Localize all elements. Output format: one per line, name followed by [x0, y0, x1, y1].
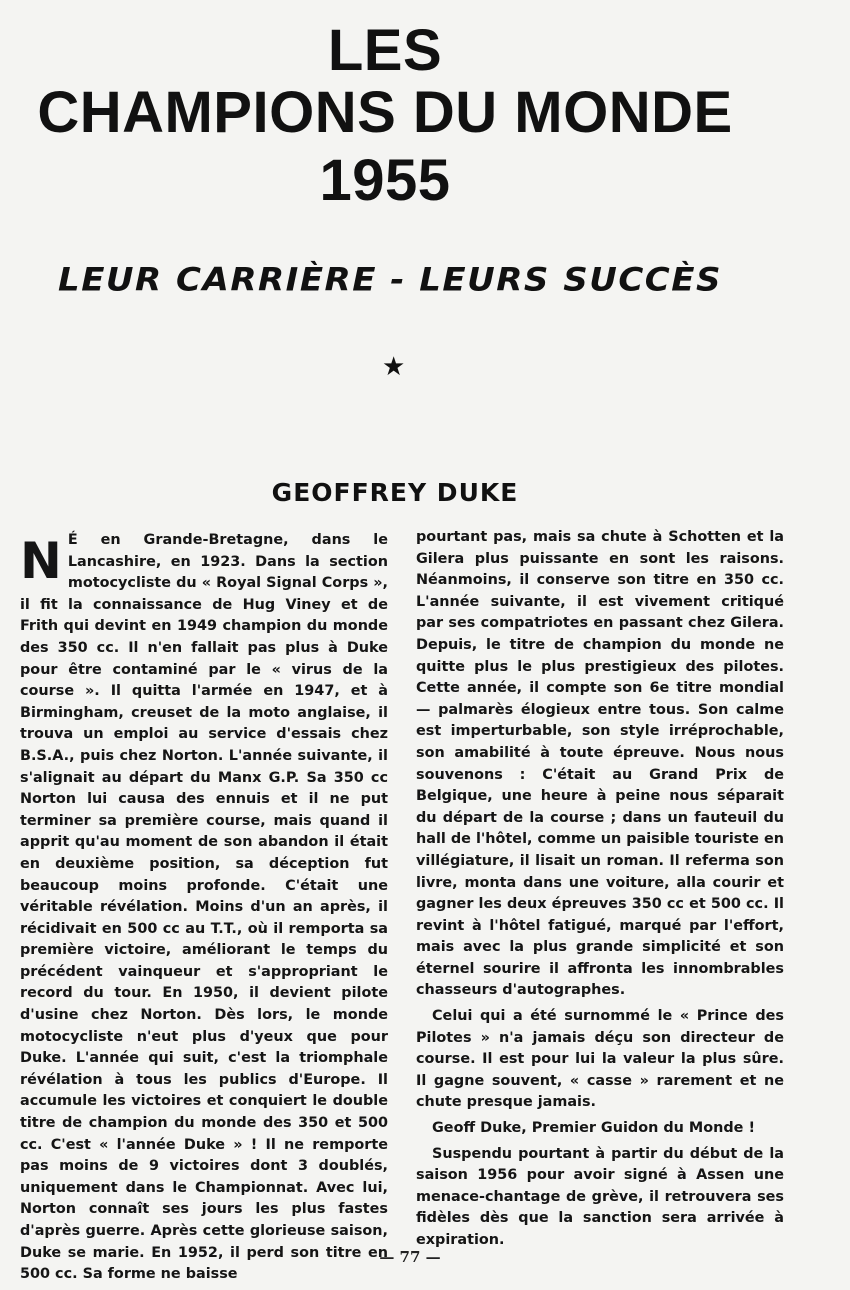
article-left-column — [20, 530, 388, 1290]
article-right-column — [416, 527, 784, 1256]
paragraph: Celui qui a été surnommé le « Prince des Pilotes » n'a jamais déçu son directeur de course. Il est pour lui la valeur la plus sûre. Il gagne souvent, « casse » rarement et ne chute presque jamais. — [416, 1008, 784, 1111]
section-heading: GEOFFREY DUKE — [271, 478, 519, 507]
paragraph: pourtant pas, mais sa chute à Schotten et la Gilera plus puissante en sont les raisons. Néanmoins, il conserve son titre en 350 cc. L'année suivante, il est vivement critiqué par ses compatriotes en passant chez Gilera. Depuis, le titre de champion du monde ne quitte plus le plus prestigieux des pilotes. Cette année, il compte son 6e titre mondial — palmarès élogieux entre tous. Son calme est imperturbable, son style irréprochable, son amabilité à toute épreuve. Nous nous souvenons : C'était au Grand Prix de Belgique, une heure à peine nous séparait du départ de la course ; dans un fauteuil du hall de l'hôtel, comme un paisible touriste en villégiature, il lisait un roman. Il referma son livre, monta dans une voiture, alla courir et gagner les deux épreuves 350 cc et 500 cc. Il revint à l'hôtel fatigué, marqué par l'effort, mais avec la plus grande simplicité et son éternel sourire il affronta les innombrables chasseurs d'autographes. — [416, 529, 784, 999]
paragraph: Suspendu pourtant à partir du début de la saison 1956 pour avoir signé à Assen une menace-chantage de grève, il retrouvera ses fidèles dès que la sanction sera arrivée à expiration. — [416, 1145, 784, 1248]
star-ornament-icon: ★ — [382, 352, 406, 382]
title-line-les: LES — [327, 18, 443, 83]
left-column-text: É en Grande-Bretagne, dans le Lancashire, en 1923. Dans la section motocycliste du « Royal Signal Corps », il fit la connaissance de Hug Viney et de Frith qui devint en 1949 champion du monde des 350 cc. Il n'en fallait pas plus à Duke pour être contaminé par le « virus de la course ». Il quitta l'armée en 1947, et à Birmingham, creuset de la moto anglaise, il trouva un emploi au service d'essais chez B.S.A., puis chez Norton. L'année suivante, il s'alignait au départ du Manx G.P. Sa 350 cc Norton lui causa des ennuis et il ne put terminer sa première course, mais quand il apprit qu'au moment de son abandon il était en deuxième position, sa déception fut beaucoup moins profonde. C'était une véritable révélation. Moins d'un an après, il récidivait en 500 cc au T.T., où il remporta sa première victoire, améliorant le temps du précédent vainqueur et s'appropriant le record du tour. En 1950, il devient pilote d'usine chez Norton. Dès lors, le monde motocycliste n'eut plus d'yeux que pour Duke. L'année qui suit, c'est la triomphale révélation à tous les publics d'Europe. Il accumule les victoires et conquiert le double titre de champion du monde des 350 et 500 cc. C'est « l'année Duke » ! Il ne remporte pas moins de 9 victoires dont 3 doublés, uniquement dans le Championnat. Avec lui, Norton connaît ses jours les plus fastes d'après guerre. Après cette glorieuse saison, Duke se marie. En 1952, il perd son titre en 500 cc. Sa forme ne baisse — [20, 532, 388, 1283]
drop-cap: N — [20, 532, 62, 590]
paragraph: Geoff Duke, Premier Guidon du Monde ! — [432, 1120, 756, 1137]
title-line-champions: CHAMPIONS DU MONDE — [37, 80, 733, 145]
title-line-year: 1955 — [319, 148, 451, 213]
page-number: — 77 — — [379, 1248, 441, 1266]
subtitle: LEUR CARRIÈRE - LEURS SUCCÈS — [58, 261, 722, 299]
